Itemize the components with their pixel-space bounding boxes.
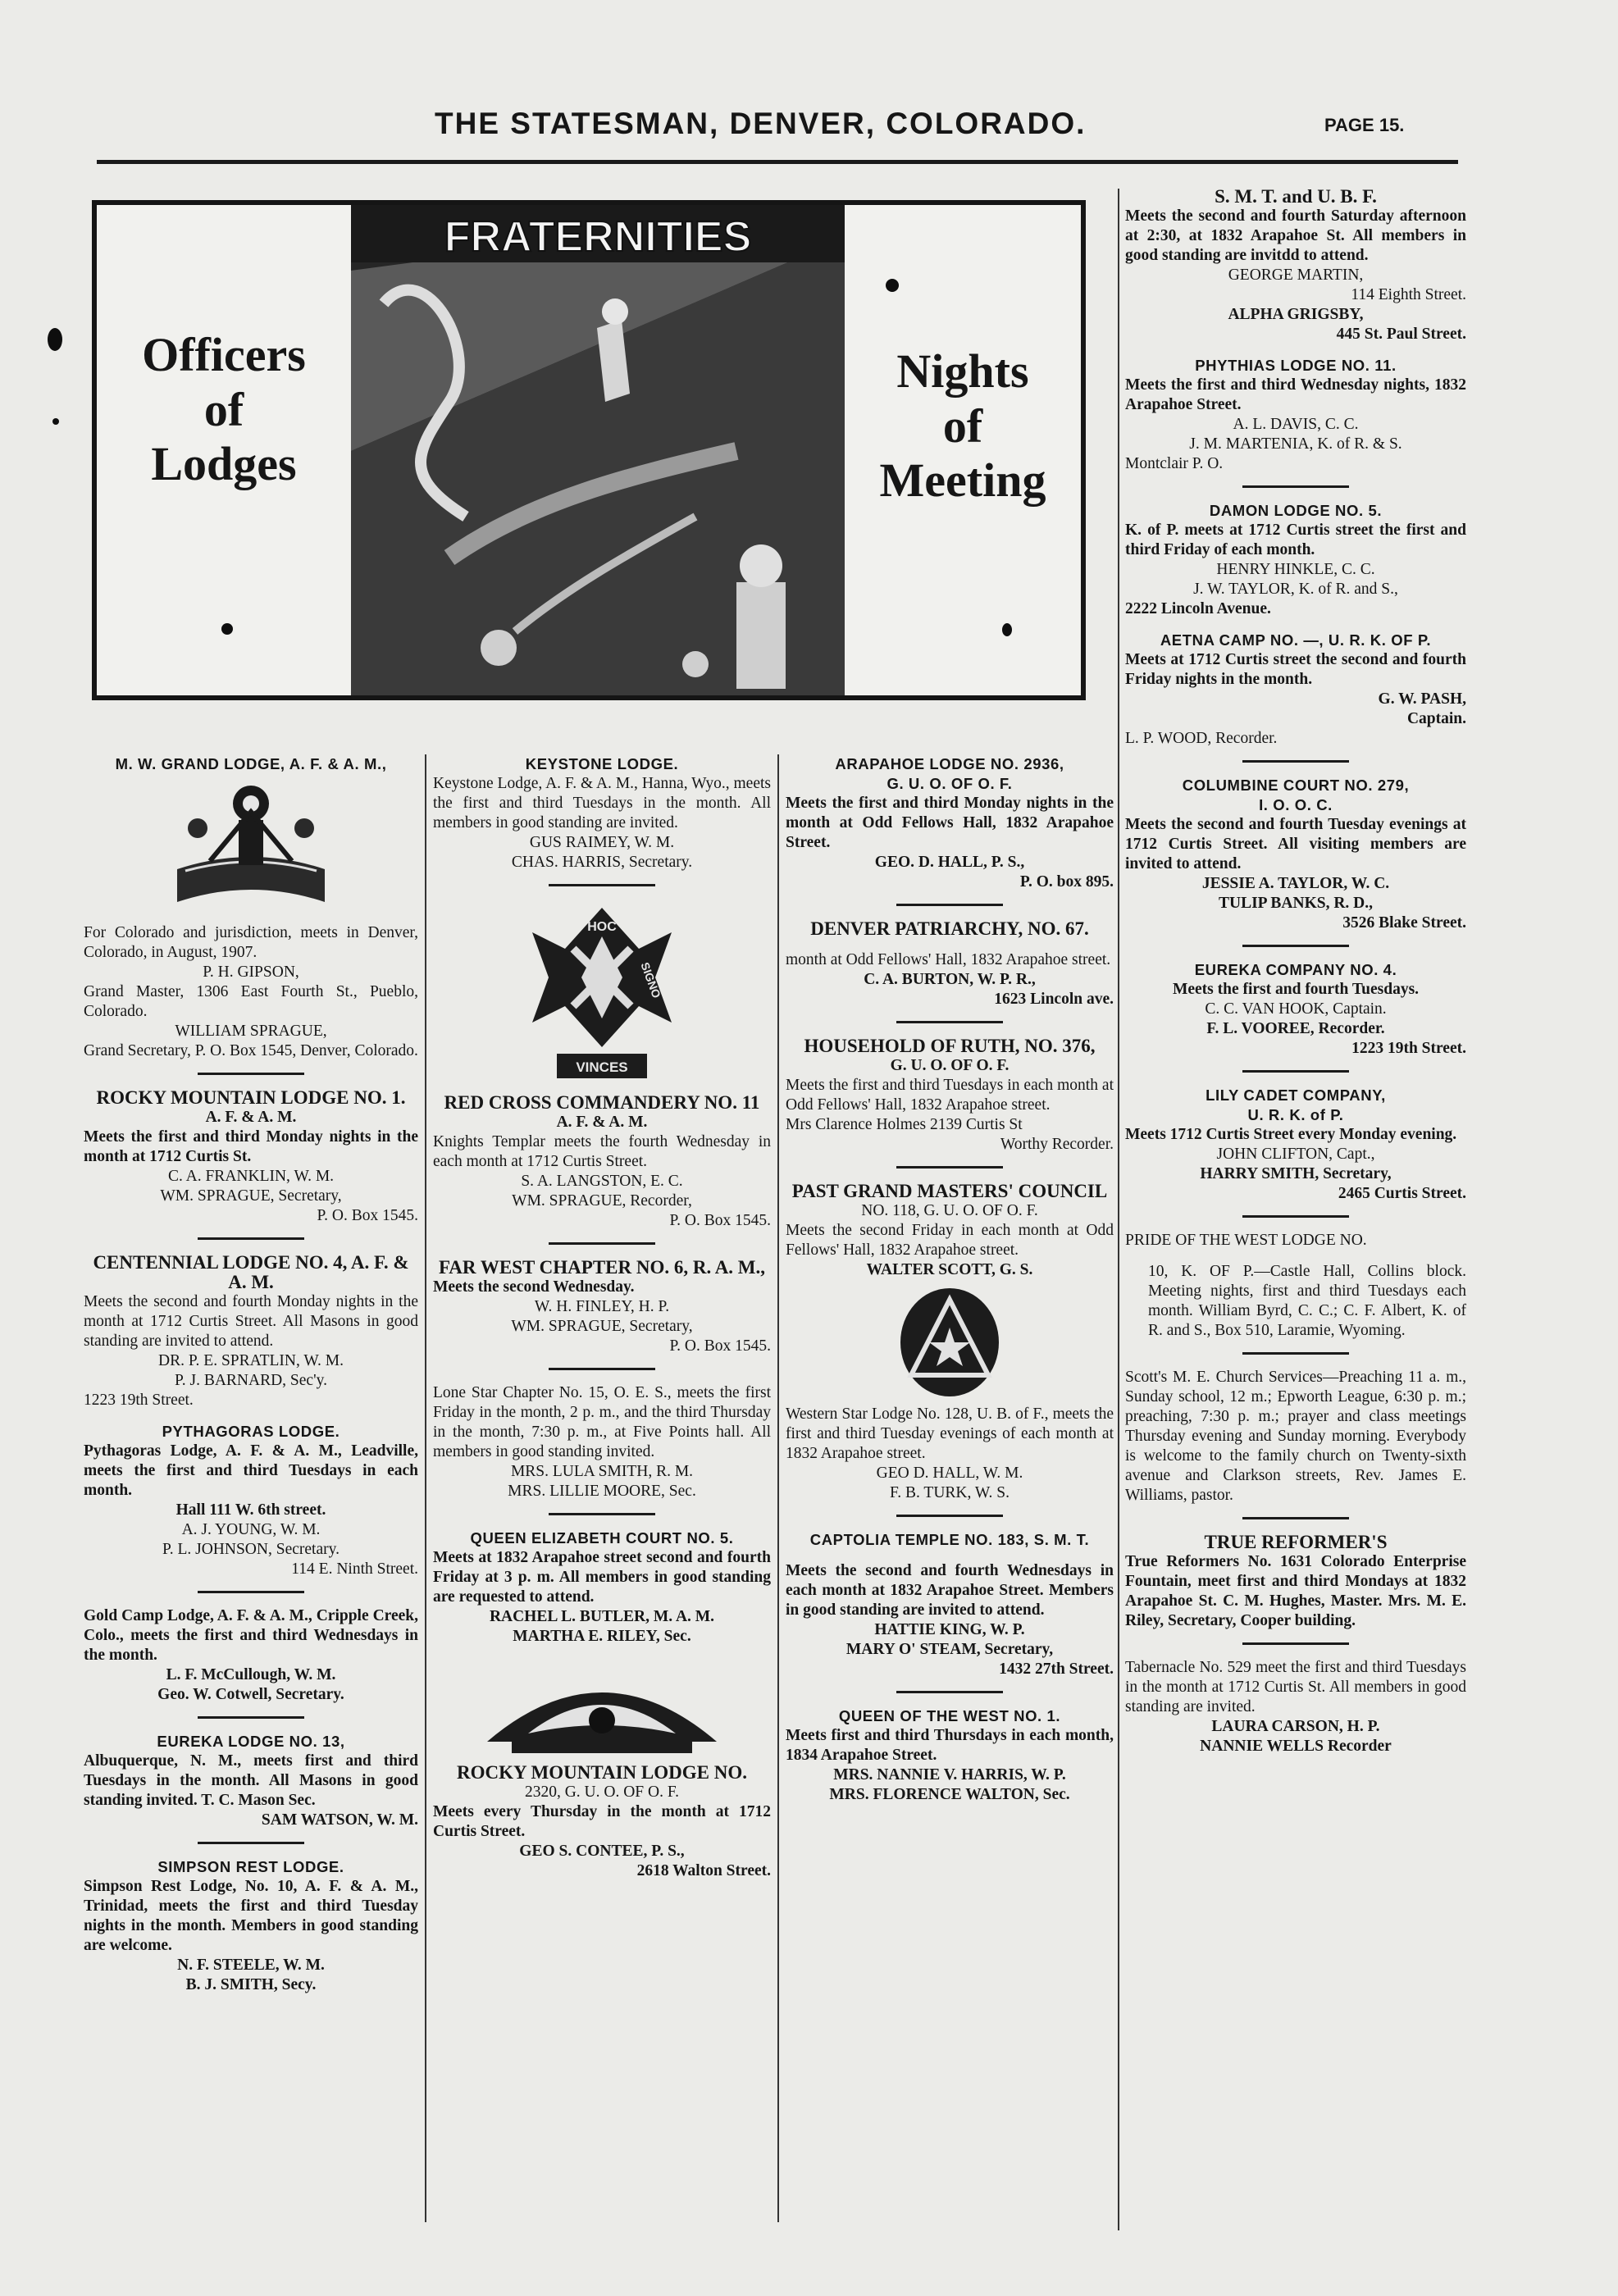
entry-officer: J. W. TAYLOR, K. of R. and S., [1193, 581, 1398, 598]
section-heading: QUEEN ELIZABETH COURT NO. 5. [470, 1529, 734, 1547]
emblem-motto: VINCES [576, 1059, 628, 1075]
entry-body: Meets the first and third Tuesdays in each month at Odd Fellows' Hall, 1832 Arapahoe street. [786, 1077, 1114, 1114]
section-subheading: I. O. O. C. [1259, 796, 1333, 813]
entry-officer: MARTHA E. RILEY, Sec. [513, 1628, 691, 1645]
column-rule [777, 754, 779, 2222]
separator-rule [1242, 1642, 1349, 1645]
page-number: PAGE 15. [1324, 115, 1405, 135]
entry-officer: 2222 Lincoln Avenue. [1125, 600, 1271, 617]
entry-body: Meets the second and fourth Saturday afternoon at 2:30, at 1832 Arapahoe St. All members in good standing are invitdd to attend. [1125, 207, 1466, 264]
entry-body: Knights Templar meets the fourth Wednesday in each month at 1712 Curtis Street. [433, 1133, 771, 1170]
fraternities-illustration [351, 205, 845, 695]
separator-rule [896, 1691, 1003, 1693]
section-heading: SIMPSON REST LODGE. [157, 1858, 344, 1875]
separator-rule [549, 1242, 655, 1245]
section-heading: ROCKY MOUNTAIN LODGE NO. [457, 1762, 747, 1783]
entry-officer: C. C. VAN HOOK, Captain. [1205, 1000, 1387, 1018]
separator-rule [896, 904, 1003, 906]
entry-officer: MRS. FLORENCE WALTON, Sec. [829, 1786, 1070, 1803]
column-4 [1125, 187, 1466, 1756]
entry-officer: P. L. JOHNSON, Secretary. [162, 1541, 340, 1558]
section-subheading: U. R. K. of P. [1247, 1106, 1344, 1123]
entry-body: Keystone Lodge, A. F. & A. M., Hanna, Wyo., meets the first and third Tuesdays in the month. All members in good standing are invited. [433, 775, 771, 831]
entry-officer: Captain. [1406, 710, 1466, 727]
entry-officer: P. H. GIPSON, [203, 963, 299, 981]
column-rule [425, 754, 426, 2222]
section-heading: PHYTHIAS LODGE NO. 11. [1195, 357, 1397, 374]
entry-officer: ALPHA GRIGSBY, [1228, 306, 1364, 323]
entry-officer: WM. SPRAGUE, Recorder, [512, 1192, 692, 1210]
ink-mark [221, 623, 233, 635]
entry-body: Lone Star Chapter No. 15, O. E. S., meets the first Friday in the month, 2 p. m., and the third Thursday in the month, 7:30 p. m., at Five Points hall. All members in good standing invited. [433, 1384, 771, 1460]
entry-body: 10, K. OF P.—Castle Hall, Collins block. Meeting nights, first and third Tuesdays each month. William Byrd, C. C.; C. F. Albert, K. of R. and S., Box 510, Laramie, Wyoming. [1148, 1263, 1466, 1339]
entry-officer: DR. P. E. SPRATLIN, W. M. [158, 1352, 344, 1369]
banner-word: of [942, 399, 983, 453]
ink-mark [48, 328, 62, 351]
entry-officer: P. J. BARNARD, Sec'y. [175, 1372, 327, 1389]
entry-officer: SAM WATSON, W. M. [261, 1811, 418, 1829]
entry-officer: P. O. Box 1545. [317, 1207, 418, 1224]
fraternities-banner [92, 200, 1086, 700]
masthead-rule [97, 160, 1458, 164]
entry-officer: 114 E. Ninth Street. [291, 1560, 418, 1578]
section-subheading: G. U. O. OF O. F. [890, 1057, 1010, 1074]
entry-body: Meets the second and fourth Monday nights in the month at 1712 Curtis Street. All Masons in good standing are invited to attend. [84, 1293, 418, 1350]
entry-officer: 1623 Lincoln ave. [994, 991, 1114, 1008]
entry-officer: HARRY SMITH, Secretary, [1200, 1165, 1392, 1182]
section-heading: AETNA CAMP NO. —, U. R. K. OF P. [1160, 631, 1432, 649]
section-heading: HOUSEHOLD OF RUTH, NO. 376, [804, 1036, 1096, 1056]
section-heading: LILY CADET COMPANY, [1206, 1086, 1386, 1104]
section-heading: QUEEN OF THE WEST NO. 1. [838, 1707, 1061, 1724]
entry-officer: Geo. W. Cotwell, Secretary. [157, 1686, 344, 1703]
section-heading: FAR WEST CHAPTER NO. 6, R. A. M., [438, 1257, 766, 1278]
entry-officer: Grand Master, 1306 East Fourth St., Pueblo, Colorado. [84, 983, 418, 1020]
separator-rule [1242, 760, 1349, 763]
banner-word: of [203, 382, 244, 436]
separator-rule [549, 884, 655, 886]
section-heading: EUREKA COMPANY NO. 4. [1194, 961, 1397, 978]
section-heading: EUREKA LODGE NO. 13, [157, 1733, 345, 1750]
separator-rule [1242, 1070, 1349, 1073]
section-heading: ROCKY MOUNTAIN LODGE NO. 1. [96, 1087, 406, 1108]
masthead-title: THE STATESMAN, DENVER, COLORADO. [435, 107, 1087, 140]
separator-rule [198, 1842, 304, 1844]
section-subheading: A. F. & A. M. [556, 1114, 648, 1131]
banner-word: Meeting [879, 453, 1046, 508]
section-heading: S. M. T. and U. B. F. [1215, 186, 1377, 207]
entry-officer: GEORGE MARTIN, [1228, 266, 1364, 284]
entry-officer: 445 St. Paul Street. [1336, 326, 1466, 343]
entry-officer: CHAS. HARRIS, Secretary. [511, 854, 693, 871]
entry-officer: GEO D. HALL, W. M. [876, 1465, 1023, 1482]
entry-body: Meets the second Friday in each month at Odd Fellows' Hall, 1832 Arapahoe street. [786, 1222, 1114, 1259]
entry-body: Meets the first and third Monday nights in the month at 1712 Curtis St. [84, 1128, 418, 1165]
nights-panel [845, 205, 1081, 835]
entry-body: Meets at 1832 Arapahoe street second and fourth Friday at 3 p. m. All members in good standing are requested to attend. [433, 1549, 771, 1606]
section-heading: RED CROSS COMMANDERY NO. 11 [444, 1092, 760, 1113]
entry-body: Meets the second Wednesday. [433, 1278, 635, 1296]
section-subheading: A. F. & A. M. [205, 1109, 297, 1126]
entry-officer: L. F. McCullough, W. M. [166, 1666, 336, 1683]
entry-officer: F. B. TURK, W. S. [889, 1484, 1010, 1501]
entry-officer: F. L. VOOREE, Recorder. [1206, 1020, 1385, 1037]
entry-officer: J. M. MARTENIA, K. of R. & S. [1189, 435, 1402, 453]
entry-body: Meets the first and fourth Tuesdays. [1172, 981, 1420, 998]
emblem-motto: HOC [587, 920, 617, 934]
entry-officer: Grand Secretary, P. O. Box 1545, Denver, Colorado. [84, 1042, 418, 1059]
entry-officer: WALTER SCOTT, G. S. [866, 1261, 1033, 1278]
entry-officer: MRS. NANNIE V. HARRIS, W. P. [833, 1766, 1066, 1784]
all-seeing-eye-emblem [479, 1651, 725, 1758]
entry-officer: P. O. box 895. [1019, 873, 1114, 891]
separator-rule [1242, 945, 1349, 947]
entry-body: Western Star Lodge No. 128, U. B. of F., meets the first and third Tuesday evenings of each month at 1832 Arapahoe street. [786, 1405, 1114, 1462]
separator-rule [549, 1513, 655, 1515]
entry-officer: P. O. Box 1545. [669, 1212, 771, 1229]
section-heading: KEYSTONE LODGE. [525, 755, 679, 772]
entry-officer: Worthy Recorder. [1000, 1136, 1114, 1153]
emblem-motto: SIGNO [638, 960, 663, 1000]
entry-officer: JOHN CLIFTON, Capt., [1216, 1146, 1375, 1163]
maltese-cross-emblem [524, 900, 680, 1088]
entry-officer: JESSIE A. TAYLOR, W. C. [1201, 875, 1390, 892]
separator-rule [198, 1237, 304, 1240]
separator-rule [198, 1073, 304, 1075]
star-triangle-emblem [896, 1285, 1003, 1400]
entry-officer: RACHEL L. BUTLER, M. A. M. [489, 1608, 715, 1625]
separator-rule [1242, 1517, 1349, 1519]
entry-officer: HATTIE KING, W. P. [874, 1621, 1025, 1638]
separator-rule [1242, 485, 1349, 488]
separator-rule [198, 1591, 304, 1593]
section-heading: COLUMBINE COURT NO. 279, [1182, 777, 1410, 794]
entry-officer: P. O. Box 1545. [669, 1337, 771, 1355]
section-heading: TRUE REFORMER'S [1204, 1532, 1388, 1552]
entry-officer: MARY O' STEAM, Secretary, [845, 1641, 1054, 1658]
separator-rule [896, 1166, 1003, 1168]
entry-officer: W. H. FINLEY, H. P. [534, 1298, 670, 1315]
masonic-bible-emblem [161, 779, 341, 918]
entry-body: Tabernacle No. 529 meet the first and third Tuesdays in the month at 1712 Curtis St. All members in good standing are invited. [1125, 1659, 1466, 1715]
entry-body: Meets the second and fourth Wednesdays in each month at 1832 Arapahoe Street. Members in good standing are invited to attend. [786, 1562, 1114, 1619]
column-1 [84, 754, 418, 1995]
entry-officer: A. L. DAVIS, C. C. [1233, 416, 1359, 433]
fraternities-illustration-svg [351, 205, 845, 695]
ink-mark [1002, 623, 1012, 636]
entry-body: For Colorado and jurisdiction, meets in Denver, Colorado, in August, 1907. [84, 924, 418, 961]
section-subheading: G. U. O. OF O. F. [886, 775, 1013, 792]
entry-officer: Montclair P. O. [1125, 455, 1224, 472]
entry-officer: L. P. WOOD, Recorder. [1125, 730, 1278, 747]
officers-panel [97, 205, 351, 818]
ink-mark [886, 279, 899, 292]
entry-body: Meets every Thursday in the month at 1712 Curtis Street. [433, 1803, 771, 1840]
entry-officer: Hall 111 W. 6th street. [175, 1501, 326, 1519]
entry-body: Simpson Rest Lodge, No. 10, A. F. & A. M., Trinidad, meets the first and third Tuesday nights in the month. Members in good standing are welcome. [84, 1878, 418, 1954]
entry-officer: G. W. PASH, [1378, 690, 1466, 708]
section-subheading: NO. 118, G. U. O. OF O. F. [861, 1202, 1038, 1219]
entry-officer: 3526 Blake Street. [1342, 914, 1466, 932]
section-heading: DAMON LODGE NO. 5. [1209, 502, 1383, 519]
separator-rule [1242, 1215, 1349, 1218]
entry-officer: MRS. LULA SMITH, R. M. [510, 1463, 694, 1480]
section-heading: PYTHAGORAS LODGE. [162, 1423, 340, 1440]
entry-officer: 1223 19th Street. [1351, 1040, 1466, 1057]
entry-officer: 114 Eighth Street. [1351, 286, 1466, 303]
section-heading: CAPTOLIA TEMPLE NO. 183, S. M. T. [809, 1531, 1090, 1548]
column-rule [1118, 189, 1119, 2230]
separator-rule [896, 1021, 1003, 1023]
entry-officer: S. A. LANGSTON, E. C. [521, 1173, 683, 1190]
entry-body: Pythagoras Lodge, A. F. & A. M., Leadville, meets the first and third Tuesdays in each month. [84, 1442, 418, 1499]
entry-body: Meets the first and third Wednesday nights, 1832 Arapahoe Street. [1125, 376, 1466, 413]
entry-officer: C. A. FRANKLIN, W. M. [167, 1168, 335, 1185]
entry-officer: WM. SPRAGUE, Secretary, [160, 1187, 342, 1205]
section-heading: M. W. GRAND LODGE, A. F. & A. M., [115, 755, 387, 772]
banner-center-title: FRATERNITIES [444, 213, 752, 261]
section-subheading: 2320, G. U. O. OF O. F. [524, 1784, 680, 1801]
entry-body: True Reformers No. 1631 Colorado Enterprise Fountain, meet first and third Mondays at 1832 Arapahoe St. C. M. Hughes, Master. Mrs. M. E. Riley, Secretary, Cooper building. [1125, 1553, 1466, 1629]
entry-officer: A. J. YOUNG, W. M. [181, 1521, 321, 1538]
entry-officer: Mrs Clarence Holmes 2139 Curtis St [786, 1116, 1023, 1133]
entry-officer: LAURA CARSON, H. P. [1211, 1718, 1380, 1735]
entry-officer: GEO S. CONTEE, P. S., [519, 1843, 685, 1860]
ink-mark [52, 418, 59, 425]
entry-officer: HENRY HINKLE, C. C. [1216, 561, 1375, 578]
banner-word: Lodges [151, 437, 297, 491]
entry-officer: WILLIAM SPRAGUE, [175, 1023, 327, 1040]
entry-body: Meets first and third Thursdays in each month, 1834 Arapahoe Street. [786, 1727, 1114, 1764]
entry-officer: GUS RAIMEY, W. M. [529, 834, 675, 851]
section-heading: PRIDE OF THE WEST LODGE NO. [1125, 1232, 1367, 1249]
entry-body: K. of P. meets at 1712 Curtis street the first and third Friday of each month. [1125, 522, 1466, 558]
entry-body: Scott's M. E. Church Services—Preaching 11 a. m., Sunday school, 12 m.; Epworth League, 6:30 p. m.; preaching, 7:30 p. m.; prayer and class meetings Thursday evening and Sunday morning. Everybody is welcome to the family church on Twenty-sixth avenue and Clarkson streets, Rev. James E. Williams, pastor. [1125, 1369, 1466, 1504]
entry-body: month at Odd Fellows' Hall, 1832 Arapahoe street. [786, 951, 1111, 968]
section-heading: PAST GRAND MASTERS' COUNCIL [791, 1181, 1108, 1201]
entry-officer: 1223 19th Street. [84, 1392, 194, 1409]
entry-officer: 2618 Walton Street. [636, 1862, 771, 1879]
entry-officer: 1432 27th Street. [999, 1660, 1114, 1678]
entry-body: Gold Camp Lodge, A. F. & A. M., Cripple Creek, Colo., meets the first and third Wednesdays in the month. [84, 1607, 418, 1664]
section-heading: DENVER PATRIARCHY, NO. 67. [810, 918, 1089, 939]
entry-body: Meets at 1712 Curtis street the second and fourth Friday nights in the month. [1125, 651, 1466, 688]
entry-officer: 2465 Curtis Street. [1338, 1185, 1466, 1202]
section-heading: CENTENNIAL LODGE NO. 4, A. F. & A. M. [93, 1252, 409, 1292]
banner-word: Nights [896, 344, 1029, 398]
separator-rule [198, 1716, 304, 1719]
entry-officer: NANNIE WELLS Recorder [1200, 1738, 1392, 1755]
separator-rule [1242, 1352, 1349, 1355]
entry-body: Meets the second and fourth Tuesday evenings at 1712 Curtis Street. All visiting members are invited to attend. [1125, 816, 1466, 872]
entry-officer: C. A. BURTON, W. P. R., [864, 971, 1036, 988]
entry-officer: WM. SPRAGUE, Secretary, [511, 1318, 693, 1335]
entry-body: Meets the first and third Monday nights in the month at Odd Fellows Hall, 1832 Arapahoe Street. [786, 795, 1114, 851]
separator-rule [549, 1368, 655, 1370]
column-2 [433, 754, 771, 1881]
entry-officer: GEO. D. HALL, P. S., [874, 854, 1025, 871]
column-3 [786, 754, 1114, 1805]
entry-officer: MRS. LILLIE MOORE, Sec. [508, 1483, 696, 1500]
entry-officer: N. F. STEELE, W. M. [177, 1957, 325, 1974]
entry-officer: B. J. SMITH, Secy. [185, 1976, 317, 1993]
entry-officer: TULIP BANKS, R. D., [1219, 895, 1373, 912]
entry-body: Meets 1712 Curtis Street every Monday evening. [1125, 1126, 1457, 1143]
section-heading: ARAPAHOE LODGE NO. 2936, [835, 755, 1064, 772]
entry-body: Albuquerque, N. M., meets first and third Tuesdays in the month. All Masons in good standing invited. T. C. Mason Sec. [84, 1752, 418, 1809]
separator-rule [896, 1515, 1003, 1517]
banner-word: Officers [142, 328, 306, 381]
